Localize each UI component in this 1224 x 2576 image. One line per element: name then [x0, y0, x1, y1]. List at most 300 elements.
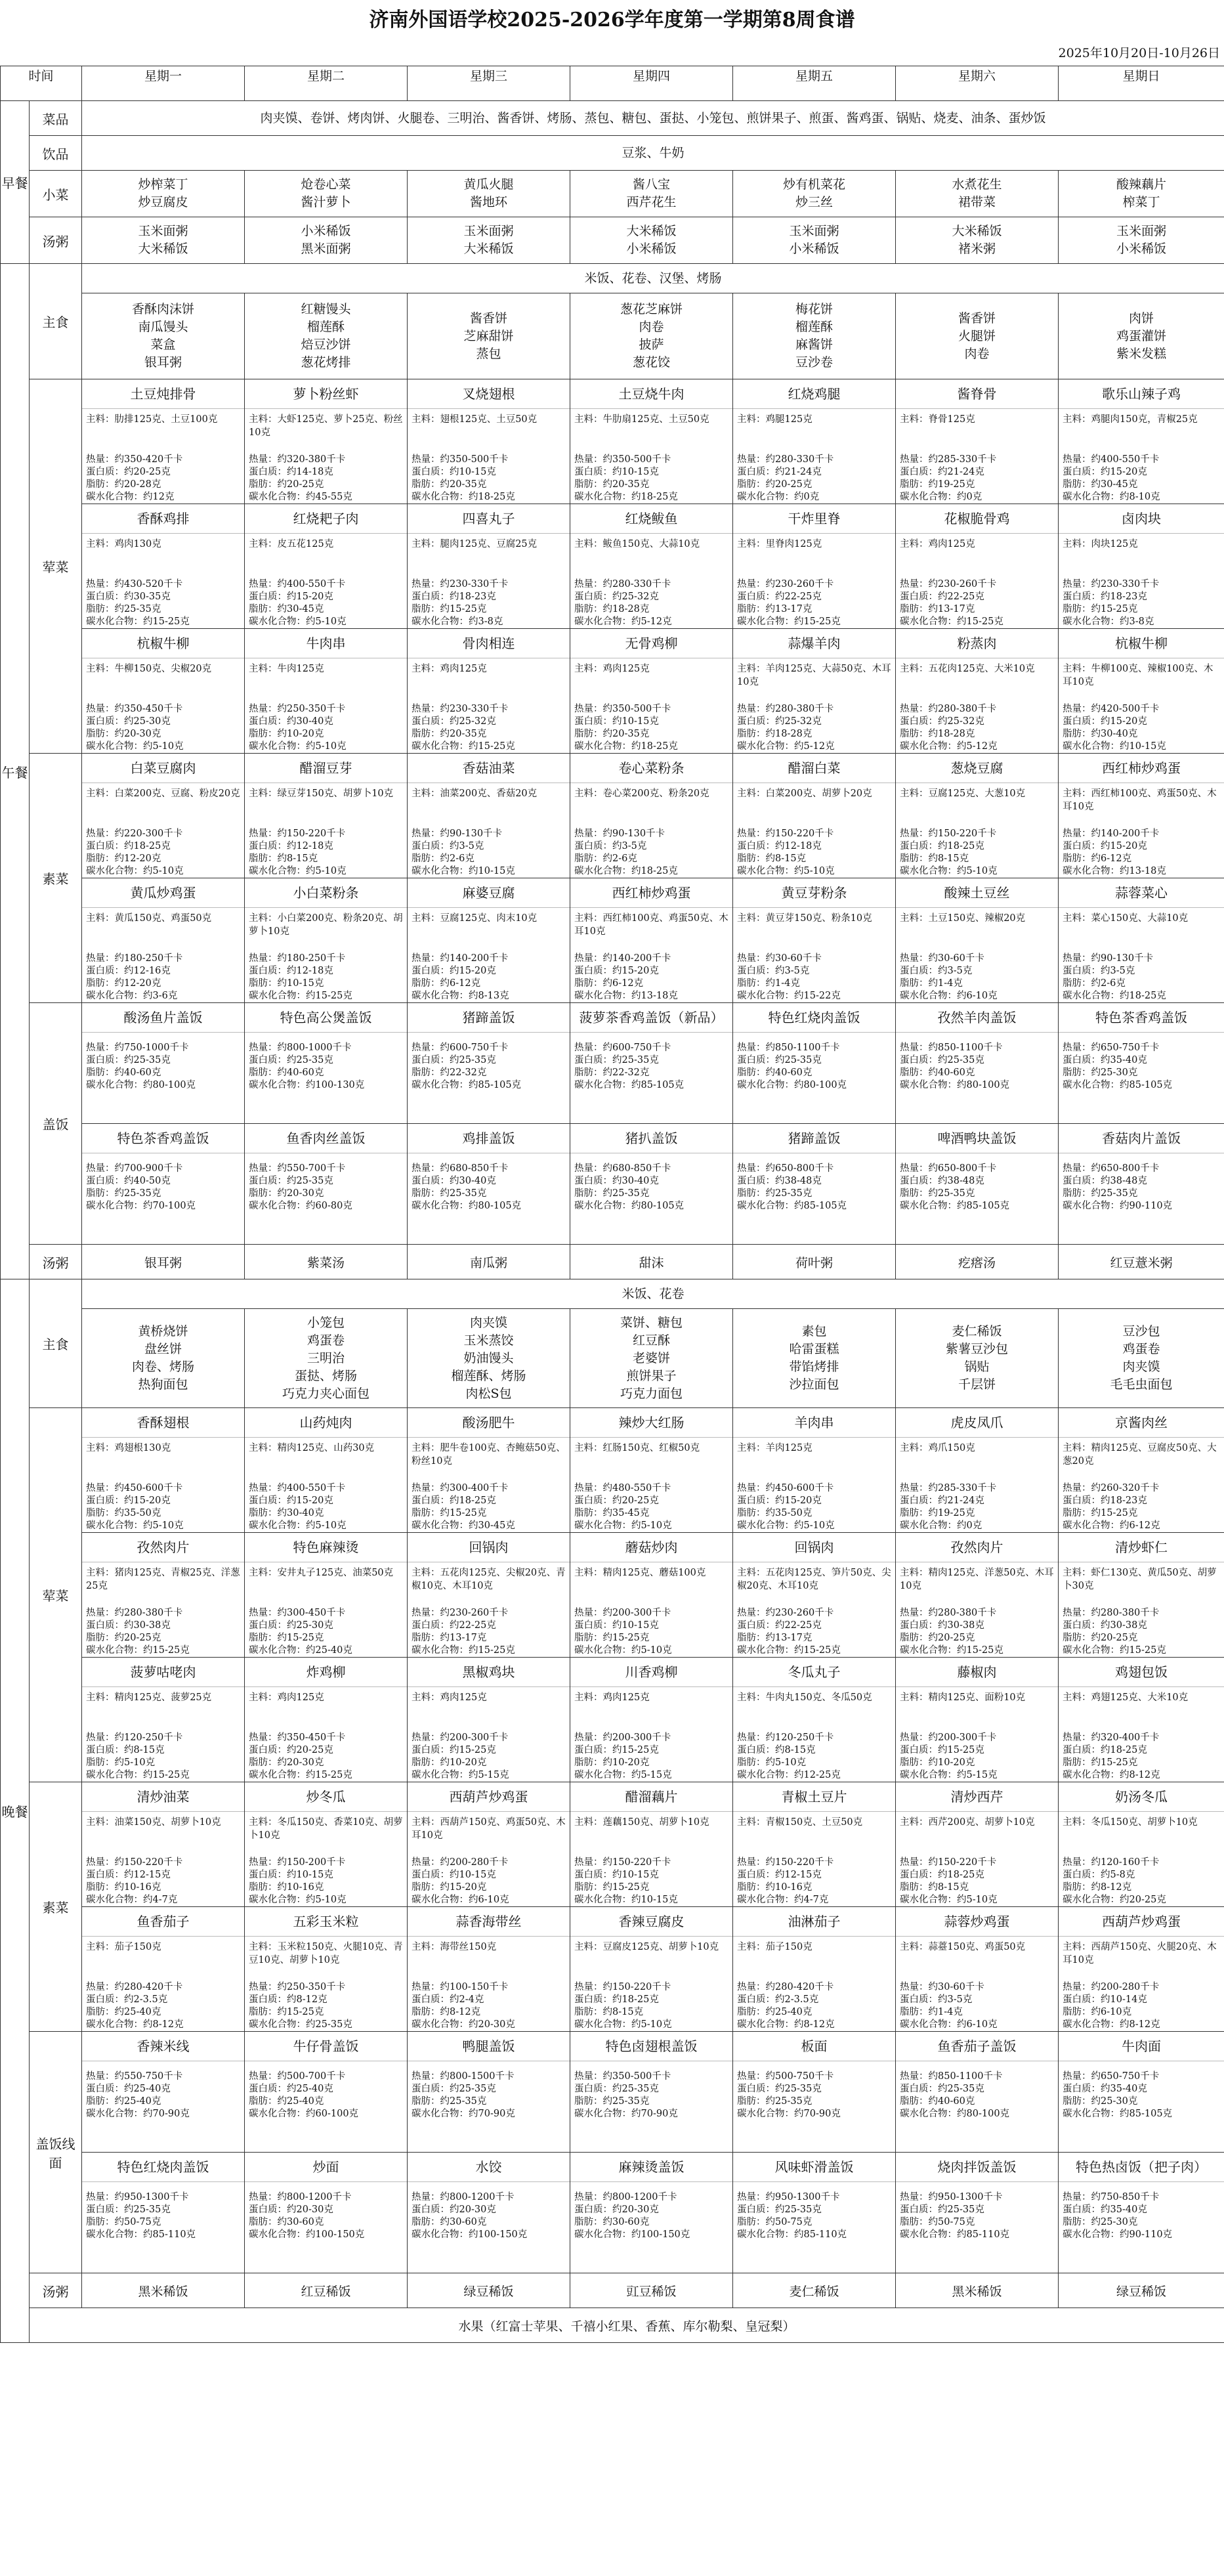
- nutrition-label: 蛋白质：: [737, 1870, 776, 1880]
- nutrition-label: 蛋白质：: [1063, 1495, 1101, 1506]
- nutrition-line: [82, 1881, 244, 1894]
- fat-value: 约50-75克: [114, 2217, 161, 2227]
- dish-name: 炒冬瓜: [245, 1782, 407, 1812]
- dish-ingredients: [1059, 1937, 1224, 1981]
- nutrition-label: 脂肪：: [249, 1633, 278, 1643]
- ingredients-text: 主料：西红柿100克、鸡蛋50克、木耳10克: [574, 913, 728, 937]
- dish-name: 歌乐山辣子鸡: [1059, 379, 1224, 409]
- nutrition-line: [408, 1200, 570, 1213]
- nutrition-line: [896, 1632, 1058, 1644]
- breakfast-meal-label: 早餐: [1, 101, 30, 264]
- nutrition-label: 热量：: [900, 1042, 929, 1053]
- nutrition-label: 热量：: [574, 1608, 603, 1618]
- nutrition-line: [408, 2216, 570, 2229]
- heat-value: 约150-220千卡: [602, 1982, 671, 1992]
- fat-value: 约6-12克: [1091, 853, 1132, 864]
- menu-line: 银耳粥: [144, 355, 182, 370]
- fat-value: 约25-35克: [602, 2096, 650, 2107]
- nutrition-line: [82, 1769, 244, 1782]
- dish-name: 香菇油菜: [408, 754, 570, 783]
- heat-value: 约850-1100千卡: [765, 1042, 840, 1053]
- dish-cell: [733, 2153, 896, 2273]
- ingredients-text: 主料：牛柳100克、辣椒100克、木耳10克: [1063, 664, 1213, 687]
- nutrition-line: [896, 578, 1058, 591]
- fat-value: 约25-35克: [114, 1188, 161, 1199]
- menu-line: 小米稀饭: [626, 242, 677, 256]
- dish-ingredients: [896, 409, 1058, 454]
- nutrition-line: [570, 603, 732, 616]
- fat-value: 约20-35克: [440, 479, 487, 490]
- protein-value: 约30-40克: [450, 1176, 496, 1186]
- dish-ingredients: [1059, 409, 1224, 454]
- ingredients-text: 主料：鸡翅125克、大米10克: [1063, 1692, 1189, 1703]
- nutrition-label: 蛋白质：: [249, 1176, 287, 1186]
- protein-value: 约15-25克: [450, 1745, 496, 1755]
- dish-name: 川香鸡柳: [570, 1658, 732, 1687]
- dish-ingredients: [733, 1937, 895, 1981]
- nutrition-line: [1059, 2095, 1224, 2108]
- nutrition-label: 碳水化合物：: [1063, 1201, 1120, 1211]
- fat-value: 约10-16克: [765, 1882, 812, 1893]
- nutrition-line: [896, 840, 1058, 853]
- protein-value: 约20-30克: [287, 2204, 333, 2215]
- nutrition-label: 蛋白质：: [249, 1870, 287, 1880]
- carb-value: 约12克: [143, 492, 175, 502]
- nutrition-line: [408, 1632, 570, 1644]
- protein-value: 约22-25克: [775, 591, 822, 602]
- dish-ingredients: [82, 1562, 244, 1607]
- nutrition-line: [1059, 2083, 1224, 2095]
- dish-name: 辣炒大红肠: [570, 1408, 732, 1438]
- side-dish-cell: [408, 171, 570, 217]
- heat-value: 约350-500千卡: [602, 704, 671, 714]
- nutrition-line: [896, 1744, 1058, 1757]
- nutrition-label: 蛋白质：: [86, 1176, 125, 1186]
- nutrition-line: [82, 703, 244, 716]
- dish-ingredients: [1059, 1438, 1224, 1482]
- nutrition-line: [82, 865, 244, 878]
- dish-cell: [570, 2032, 733, 2153]
- nutrition-label: 蛋白质：: [900, 1055, 939, 1065]
- fat-value: 约35-50克: [114, 1508, 161, 1518]
- fat-value: 约15-25克: [602, 1633, 650, 1643]
- nutrition-label: 热量：: [86, 1982, 115, 1992]
- dish-cell: [245, 754, 408, 878]
- carb-value: 约45-55克: [306, 492, 352, 502]
- menu-line: 鸡蛋卷: [307, 1333, 345, 1348]
- nutrition-label: 蛋白质：: [574, 841, 613, 851]
- dish-ingredients: [82, 783, 244, 828]
- carb-value: 约85-105克: [631, 1080, 685, 1090]
- heat-value: 约300-450千卡: [277, 1608, 346, 1618]
- nutrition-label: 脂肪：: [574, 1757, 603, 1768]
- nutrition-line: [408, 828, 570, 840]
- nutrition-label: 脂肪：: [1063, 1633, 1091, 1643]
- soup-cell: 绿豆稀饭: [1059, 2273, 1224, 2308]
- dish-cell: [408, 1907, 570, 2032]
- breakfast-porridge-row: [1, 217, 1224, 264]
- nutrition-label: 碳水化合物：: [86, 2019, 144, 2030]
- fat-value: 约10-16克: [277, 1882, 324, 1893]
- nutrition-line: [82, 1188, 244, 1200]
- nutrition-line: [896, 616, 1058, 628]
- nutrition-label: 蛋白质：: [737, 1620, 776, 1631]
- nutrition-line: [570, 853, 732, 865]
- dish-cell: [896, 379, 1059, 504]
- nutrition-label: 蛋白质：: [249, 1495, 287, 1506]
- heat-value: 约140-200千卡: [1091, 828, 1160, 839]
- ingredients-text: 主料：豆腐125克、肉末10克: [412, 913, 538, 924]
- carb-value: 约15-25克: [469, 741, 515, 752]
- menu-line: 热狗面包: [138, 1377, 188, 1392]
- nutrition-line: [896, 1163, 1058, 1175]
- protein-value: 约25-35克: [124, 1055, 171, 1065]
- nutrition-line: [245, 1632, 407, 1644]
- nutrition-line: [733, 2095, 895, 2108]
- nutrition-line: [896, 977, 1058, 990]
- ingredients-text: 主料：鸡腿125克: [737, 414, 812, 425]
- menu-line: 盘丝饼: [144, 1342, 182, 1356]
- fat-value: 约25-35克: [928, 1188, 975, 1199]
- dish-cell: [245, 1907, 408, 2032]
- dish-cell: [82, 504, 245, 629]
- protein-value: 约18-23克: [450, 591, 496, 602]
- dish-cell: [1059, 754, 1224, 878]
- nutrition-label: 热量：: [574, 2192, 603, 2202]
- fat-value: 约10-20克: [928, 1757, 975, 1768]
- menu-line: 巧克力面包: [620, 1386, 683, 1401]
- carb-value: 约90-110克: [1120, 2229, 1173, 2240]
- menu-line: 酱地环: [470, 195, 508, 209]
- nutrition-label: 碳水化合物：: [412, 2229, 469, 2240]
- nutrition-label: 蛋白质：: [900, 2084, 939, 2094]
- nutrition-line: [1059, 953, 1224, 965]
- nutrition-label: 碳水化合物：: [1063, 492, 1120, 502]
- fat-value: 约30-45克: [1091, 479, 1138, 490]
- nutrition-label: 蛋白质：: [900, 467, 939, 477]
- dish-name: 京酱肉丝: [1059, 1408, 1224, 1438]
- fat-value: 约5-10克: [765, 1757, 807, 1768]
- menu-line: 葱花芝麻饼: [620, 302, 683, 316]
- nutrition-line: [1059, 2216, 1224, 2229]
- dish-name: 炸鸡柳: [245, 1658, 407, 1687]
- dish-cell: [245, 1658, 408, 1782]
- nutrition-line: [82, 466, 244, 479]
- ingredients-text: 主料：五花肉125克、大米10克: [900, 664, 1035, 674]
- fat-value: 约15-25克: [277, 1633, 324, 1643]
- dish-name: 酱脊骨: [896, 379, 1058, 409]
- dish-ingredients: [733, 1033, 895, 1042]
- nutrition-line: [896, 591, 1058, 603]
- nutrition-label: 热量：: [86, 579, 115, 590]
- protein-value: 约25-40克: [287, 2084, 333, 2094]
- nutrition-line: [408, 990, 570, 1002]
- menu-line: 水煮花生: [952, 177, 1002, 192]
- nutrition-label: 脂肪：: [574, 2007, 603, 2017]
- day-header: 星期四: [570, 66, 733, 101]
- nutrition-line: [896, 2006, 1058, 2019]
- protein-value: 约25-30克: [124, 716, 171, 727]
- nutrition-line: [896, 454, 1058, 466]
- carb-value: 约70-100克: [143, 1201, 196, 1211]
- dish-name: 麻辣烫盖饭: [570, 2153, 732, 2182]
- nutrition-line: [733, 741, 895, 753]
- nutrition-label: 脂肪：: [574, 978, 603, 989]
- fat-value: 约20-25克: [1091, 1633, 1138, 1643]
- nutrition-line: [570, 454, 732, 466]
- nutrition-label: 脂肪：: [737, 604, 766, 614]
- fat-value: 约25-35克: [765, 2096, 812, 2107]
- ingredients-text: 主料：虾仁130克、黄瓜50克、胡萝卜30克: [1063, 1568, 1217, 1591]
- nutrition-label: 蛋白质：: [737, 1495, 776, 1506]
- nutrition-label: 脂肪：: [1063, 2096, 1091, 2107]
- dish-name: 鱼香茄子: [82, 1907, 244, 1937]
- menu-line: 毛毛虫面包: [1110, 1377, 1173, 1392]
- dish-name: 鱼香茄子盖饭: [896, 2032, 1058, 2061]
- date-range: 2025年10月20日-10月26日: [1058, 46, 1220, 60]
- dish-name: 萝卜粉丝虾: [245, 379, 407, 409]
- nutrition-line: [570, 1188, 732, 1200]
- nutrition-line: [896, 728, 1058, 741]
- protein-value: 约12-15克: [775, 1870, 822, 1880]
- nutrition-line: [408, 741, 570, 753]
- menu-line: 炒豆腐皮: [138, 195, 188, 209]
- dish-ingredients: [408, 1153, 570, 1163]
- fat-value: 约20-30克: [277, 1188, 324, 1199]
- nutrition-label: 热量：: [1063, 1857, 1091, 1868]
- nutrition-label: 碳水化合物：: [249, 2019, 306, 2030]
- dish-ingredients: [245, 658, 407, 703]
- nutrition-line: [82, 977, 244, 990]
- nutrition-label: 蛋白质：: [574, 716, 613, 727]
- nutrition-line: [408, 1869, 570, 1881]
- nutrition-label: 脂肪：: [86, 2007, 115, 2017]
- nutrition-line: [1059, 840, 1224, 853]
- nutrition-label: 碳水化合物：: [412, 1895, 469, 1905]
- dish-cell: [896, 504, 1059, 629]
- nutrition-label: 热量：: [737, 1163, 766, 1174]
- nutrition-line: [408, 1732, 570, 1744]
- nutrition-label: 碳水化合物：: [737, 2229, 795, 2240]
- ingredients-text: 主料：精肉125克、蘑菇100克: [574, 1568, 706, 1578]
- fat-value: 约20-25克: [114, 1633, 161, 1643]
- nutrition-line: [896, 1894, 1058, 1906]
- nutrition-label: 热量：: [249, 1163, 278, 1174]
- protein-value: 约8-15克: [775, 1745, 816, 1755]
- dish-ingredients: [408, 658, 570, 703]
- nutrition-line: [570, 1769, 732, 1782]
- dish-cell: [1059, 1124, 1224, 1245]
- nutrition-label: 蛋白质：: [86, 2084, 125, 2094]
- nutrition-label: 热量：: [1063, 2071, 1091, 2082]
- nutrition-line: [1059, 1079, 1224, 1092]
- lunch-meal-label: 午餐: [1, 264, 30, 1279]
- fat-value: 约8-15克: [277, 853, 318, 864]
- dish-name: 特色卤翅根盖饭: [570, 2032, 732, 2061]
- nutrition-label: 蛋白质：: [249, 2204, 287, 2215]
- nutrition-label: 热量：: [249, 953, 278, 964]
- protein-value: 约18-23克: [1101, 591, 1147, 602]
- dish-ingredients: [245, 534, 407, 578]
- nutrition-label: 热量：: [737, 2071, 766, 2082]
- nutrition-line: [896, 2191, 1058, 2204]
- nutrition-label: 碳水化合物：: [737, 1645, 795, 1656]
- heat-value: 约850-1100千卡: [928, 1042, 1003, 1053]
- porridge-cell: [245, 217, 408, 264]
- dish-cell: [245, 629, 408, 754]
- nutrition-label: 碳水化合物：: [249, 1645, 306, 1656]
- nutrition-line: [408, 1757, 570, 1769]
- nutrition-line: [570, 1644, 732, 1657]
- protein-value: 约12-18克: [287, 966, 333, 976]
- nutrition-line: [896, 2083, 1058, 2095]
- carb-value: 约80-100克: [957, 2109, 1010, 2119]
- porridge-cell: [896, 217, 1059, 264]
- dinner-meat-row: [1, 1533, 1224, 1658]
- carb-value: 约12-25克: [794, 1770, 841, 1780]
- nutrition-label: 碳水化合物：: [900, 2019, 958, 2030]
- nutrition-line: [1059, 1769, 1224, 1782]
- nutrition-label: 脂肪：: [249, 1508, 278, 1518]
- nutrition-label: 碳水化合物：: [900, 866, 958, 876]
- menu-line: 麦仁稀饭: [952, 1324, 1002, 1339]
- protein-value: 约21-24克: [775, 467, 822, 477]
- nutrition-line: [408, 1607, 570, 1620]
- carb-value: 约0克: [957, 1520, 982, 1531]
- carb-value: 约100-150克: [631, 2229, 690, 2240]
- nutrition-label: 蛋白质：: [900, 1994, 939, 2005]
- nutrition-label: 热量：: [574, 1483, 603, 1493]
- nutrition-line: [733, 2019, 895, 2031]
- nutrition-label: 热量：: [412, 1163, 440, 1174]
- dinner-meat-row: [1, 1658, 1224, 1782]
- side-dish-cell: [1059, 171, 1224, 217]
- nutrition-label: 脂肪：: [574, 729, 603, 739]
- soup-cell: 红豆薏米粥: [1059, 1245, 1224, 1279]
- heat-value: 约320-400千卡: [1091, 1732, 1160, 1743]
- soup-cell: 银耳粥: [82, 1245, 245, 1279]
- fat-value: 约25-40克: [277, 2096, 324, 2107]
- fat-value: 约1-4克: [765, 978, 800, 989]
- nutrition-line: [733, 454, 895, 466]
- dish-name: 醋溜白菜: [733, 754, 895, 783]
- dish-cell: [408, 1003, 570, 1124]
- fat-value: 约18-28克: [928, 729, 975, 739]
- nutrition-line: [1059, 1732, 1224, 1744]
- nutrition-label: 碳水化合物：: [574, 2229, 632, 2240]
- nutrition-label: 热量：: [574, 1857, 603, 1868]
- nutrition-line: [1059, 1757, 1224, 1769]
- dish-ingredients: [408, 2182, 570, 2191]
- protein-value: 约12-18克: [287, 841, 333, 851]
- heat-value: 约450-600千卡: [765, 1483, 834, 1493]
- nutrition-label: 热量：: [1063, 1982, 1091, 1992]
- nutrition-label: 蛋白质：: [1063, 2084, 1101, 2094]
- nutrition-label: 碳水化合物：: [900, 1201, 958, 1211]
- heat-value: 约400-550千卡: [277, 1483, 346, 1493]
- ingredients-text: 主料：豆腐125克、大葱10克: [900, 788, 1026, 799]
- nutrition-line: [1059, 1067, 1224, 1079]
- dish-cell: [1059, 2032, 1224, 2153]
- nutrition-label: 热量：: [574, 579, 603, 590]
- dish-ingredients: [1059, 1562, 1224, 1607]
- nutrition-label: 热量：: [574, 1042, 603, 1053]
- heat-value: 约150-220千卡: [114, 1857, 183, 1868]
- nutrition-line: [1059, 2019, 1224, 2031]
- nutrition-line: [733, 1188, 895, 1200]
- nutrition-label: 热量：: [1063, 1163, 1091, 1174]
- dish-cell: [733, 379, 896, 504]
- nutrition-label: 碳水化合物：: [574, 1645, 632, 1656]
- heat-value: 约200-300千卡: [602, 1608, 671, 1618]
- ingredients-text: 主料：卷心菜200克、粉条20克: [574, 788, 709, 799]
- nutrition-line: [245, 578, 407, 591]
- carb-value: 约5-10克: [306, 866, 347, 876]
- protein-value: 约15-20克: [287, 1495, 333, 1506]
- heat-value: 约650-750千卡: [1091, 2071, 1160, 2082]
- menu-line: 裙带菜: [958, 195, 996, 209]
- heat-value: 约200-300千卡: [928, 1732, 997, 1743]
- fat-value: 约18-28克: [602, 604, 650, 614]
- nutrition-label: 热量：: [900, 1732, 929, 1743]
- dish-ingredients: [82, 1687, 244, 1732]
- nutrition-line: [896, 865, 1058, 878]
- category-label: 汤粥: [30, 1245, 82, 1279]
- ingredients-text: 主料：蒜薹150克、鸡蛋50克: [900, 1942, 1026, 1952]
- dish-ingredients: [408, 908, 570, 953]
- nutrition-line: [408, 1769, 570, 1782]
- dish-name: 黑椒鸡块: [408, 1658, 570, 1687]
- carb-value: 约0克: [957, 492, 982, 502]
- heat-value: 约140-200千卡: [440, 953, 509, 964]
- protein-value: 约18-25克: [450, 1495, 496, 1506]
- fat-value: 约15-25克: [1091, 1757, 1138, 1768]
- dish-cell: [570, 1003, 733, 1124]
- nutrition-label: 蛋白质：: [249, 467, 287, 477]
- dish-cell: [245, 1533, 408, 1658]
- nutrition-line: [245, 466, 407, 479]
- nutrition-line: [408, 1054, 570, 1067]
- fat-value: 约1-4克: [928, 978, 963, 989]
- heat-value: 约950-1300千卡: [928, 2192, 1003, 2202]
- nutrition-line: [82, 2204, 244, 2216]
- menu-line: 肉卷、烤肠: [132, 1360, 195, 1374]
- nutrition-label: 脂肪：: [1063, 978, 1091, 989]
- dish-name: 烧肉拌饭盖饭: [896, 2153, 1058, 2182]
- nutrition-label: 脂肪：: [900, 2217, 929, 2227]
- nutrition-line: [82, 603, 244, 616]
- nutrition-label: 脂肪：: [574, 2096, 603, 2107]
- nutrition-line: [1059, 728, 1224, 741]
- nutrition-label: 热量：: [249, 2192, 278, 2202]
- protein-value: 约21-24克: [938, 1495, 984, 1506]
- ingredients-text: 主料：腿肉125克、豆腐25克: [412, 539, 538, 549]
- fat-value: 约10-20克: [277, 729, 324, 739]
- protein-value: 约18-25克: [1101, 1745, 1147, 1755]
- nutrition-label: 热量：: [86, 704, 115, 714]
- heat-value: 约150-220千卡: [765, 1857, 834, 1868]
- nutrition-label: 热量：: [86, 1732, 115, 1743]
- nutrition-label: 碳水化合物：: [737, 492, 795, 502]
- nutrition-line: [1059, 990, 1224, 1002]
- category-label: 荤菜: [30, 379, 82, 754]
- fat-value: 约20-30克: [114, 729, 161, 739]
- carb-value: 约100-130克: [306, 1080, 365, 1090]
- carb-value: 约85-110克: [794, 2229, 847, 2240]
- nutrition-label: 碳水化合物：: [574, 1080, 632, 1090]
- carb-value: 约90-110克: [1120, 1201, 1173, 1211]
- dish-name: 特色红烧肉盖饭: [733, 1003, 895, 1033]
